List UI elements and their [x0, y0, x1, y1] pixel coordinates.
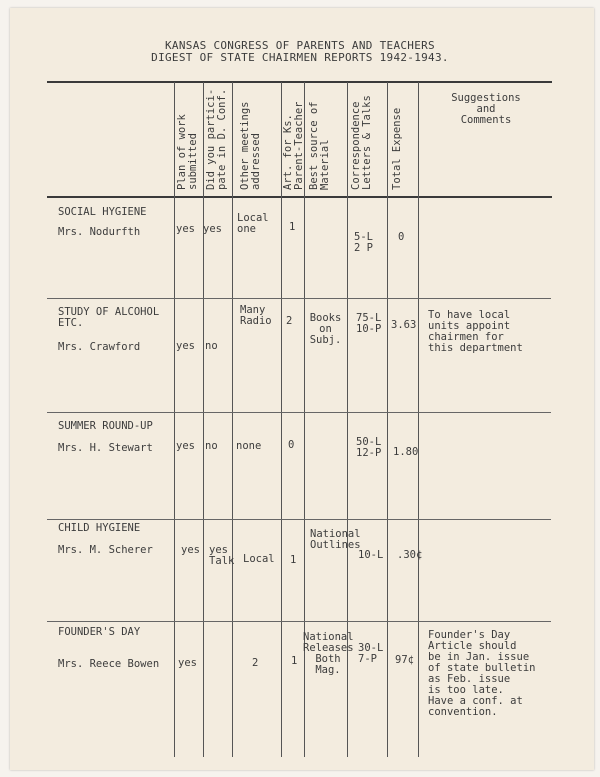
col-divider [387, 82, 388, 757]
col-header-correspondence: Correspondence Letters & Talks [350, 95, 373, 190]
col-header-comments: Suggestions and Comments [451, 92, 521, 126]
row1-plan: yes [176, 223, 195, 235]
row2-article: 2 [286, 315, 293, 327]
row3-plan: yes [176, 440, 195, 452]
row3-chair: Mrs. H. Stewart [58, 442, 153, 454]
row1-expense: 0 [398, 231, 405, 243]
row3-article: 0 [288, 439, 295, 451]
row1-chair: Mrs. Nodurfth [58, 226, 141, 238]
row2-expense: 3.63 [391, 319, 417, 331]
row4-participate: yes Talk [209, 544, 235, 567]
col-divider [418, 82, 419, 757]
row-divider [47, 621, 551, 622]
row2-comments: To have local units appoint chairmen for this department [428, 309, 523, 354]
row2-dept: STUDY OF ALCOHOL ETC. [58, 306, 160, 329]
col-header-plan: Plan of work submitted [176, 114, 199, 190]
document-title-line2: DIGEST OF STATE CHAIRMEN REPORTS 1942-1943. [151, 51, 449, 64]
row4-plan: yes [181, 544, 200, 556]
row3-meetings: none [236, 440, 262, 452]
row1-article: 1 [289, 221, 296, 233]
row2-correspondence: 75-L 10-P [356, 312, 382, 335]
row5-comments: Founder's Day Article should be in Jan. issue of state bulletin as Feb. issue is too late. Have a conf. at convention. [428, 629, 536, 718]
col-header-source: Best source of Material [308, 101, 331, 190]
row1-participate: yes [203, 223, 222, 235]
row3-dept: SUMMER ROUND-UP [58, 420, 153, 432]
col-divider [203, 82, 204, 757]
row5-plan: yes [178, 657, 197, 669]
row5-correspondence: 30-L 7-P [358, 642, 384, 665]
row3-participate: no [205, 440, 218, 452]
row-divider [47, 412, 551, 413]
row5-article: 1 [291, 655, 298, 667]
row5-source: National Releases Both Mag. [303, 631, 354, 676]
row1-meetings: Local one [237, 212, 269, 235]
row2-meetings: Many Radio [240, 304, 272, 327]
row-divider [47, 298, 551, 299]
row4-article: 1 [290, 554, 297, 566]
row2-participate: no [205, 340, 218, 352]
col-header-expense: Total Expense [391, 107, 403, 190]
header-bottom-rule [47, 196, 552, 198]
col-header-article: Art. for Ks. Parent-Teacher [282, 101, 305, 190]
row4-chair: Mrs. M. Scherer [58, 544, 153, 556]
row2-source: Books on Subj. [309, 312, 342, 346]
col-header-participate: Did you partici- pate in D. Conf. [205, 88, 228, 190]
row2-plan: yes [176, 340, 195, 352]
row1-correspondence: 5-L 2 P [354, 231, 373, 254]
col-divider [232, 82, 233, 757]
col-divider [174, 82, 175, 757]
row5-meetings: 2 [252, 657, 259, 669]
row4-meetings: Local [243, 553, 275, 565]
document-title-line1: KANSAS CONGRESS OF PARENTS AND TEACHERS [165, 39, 435, 52]
row-divider [47, 519, 551, 520]
row5-expense: 97¢ [395, 654, 414, 666]
row4-expense: .30¢ [397, 549, 423, 561]
row4-source: National Outlines [310, 528, 361, 551]
row5-dept: FOUNDER'S DAY [58, 626, 141, 638]
row4-dept: CHILD HYGIENE [58, 522, 141, 534]
table-top-rule [47, 81, 552, 83]
row2-chair: Mrs. Crawford [58, 341, 141, 353]
row1-dept: SOCIAL HYGIENE [58, 206, 147, 218]
row3-correspondence: 50-L 12-P [356, 436, 382, 459]
row3-expense: 1.80 [393, 446, 419, 458]
row4-correspondence: 10-L [358, 549, 384, 561]
col-header-meetings: Other meetings addressed [239, 101, 262, 190]
row5-chair: Mrs. Reece Bowen [58, 658, 160, 670]
